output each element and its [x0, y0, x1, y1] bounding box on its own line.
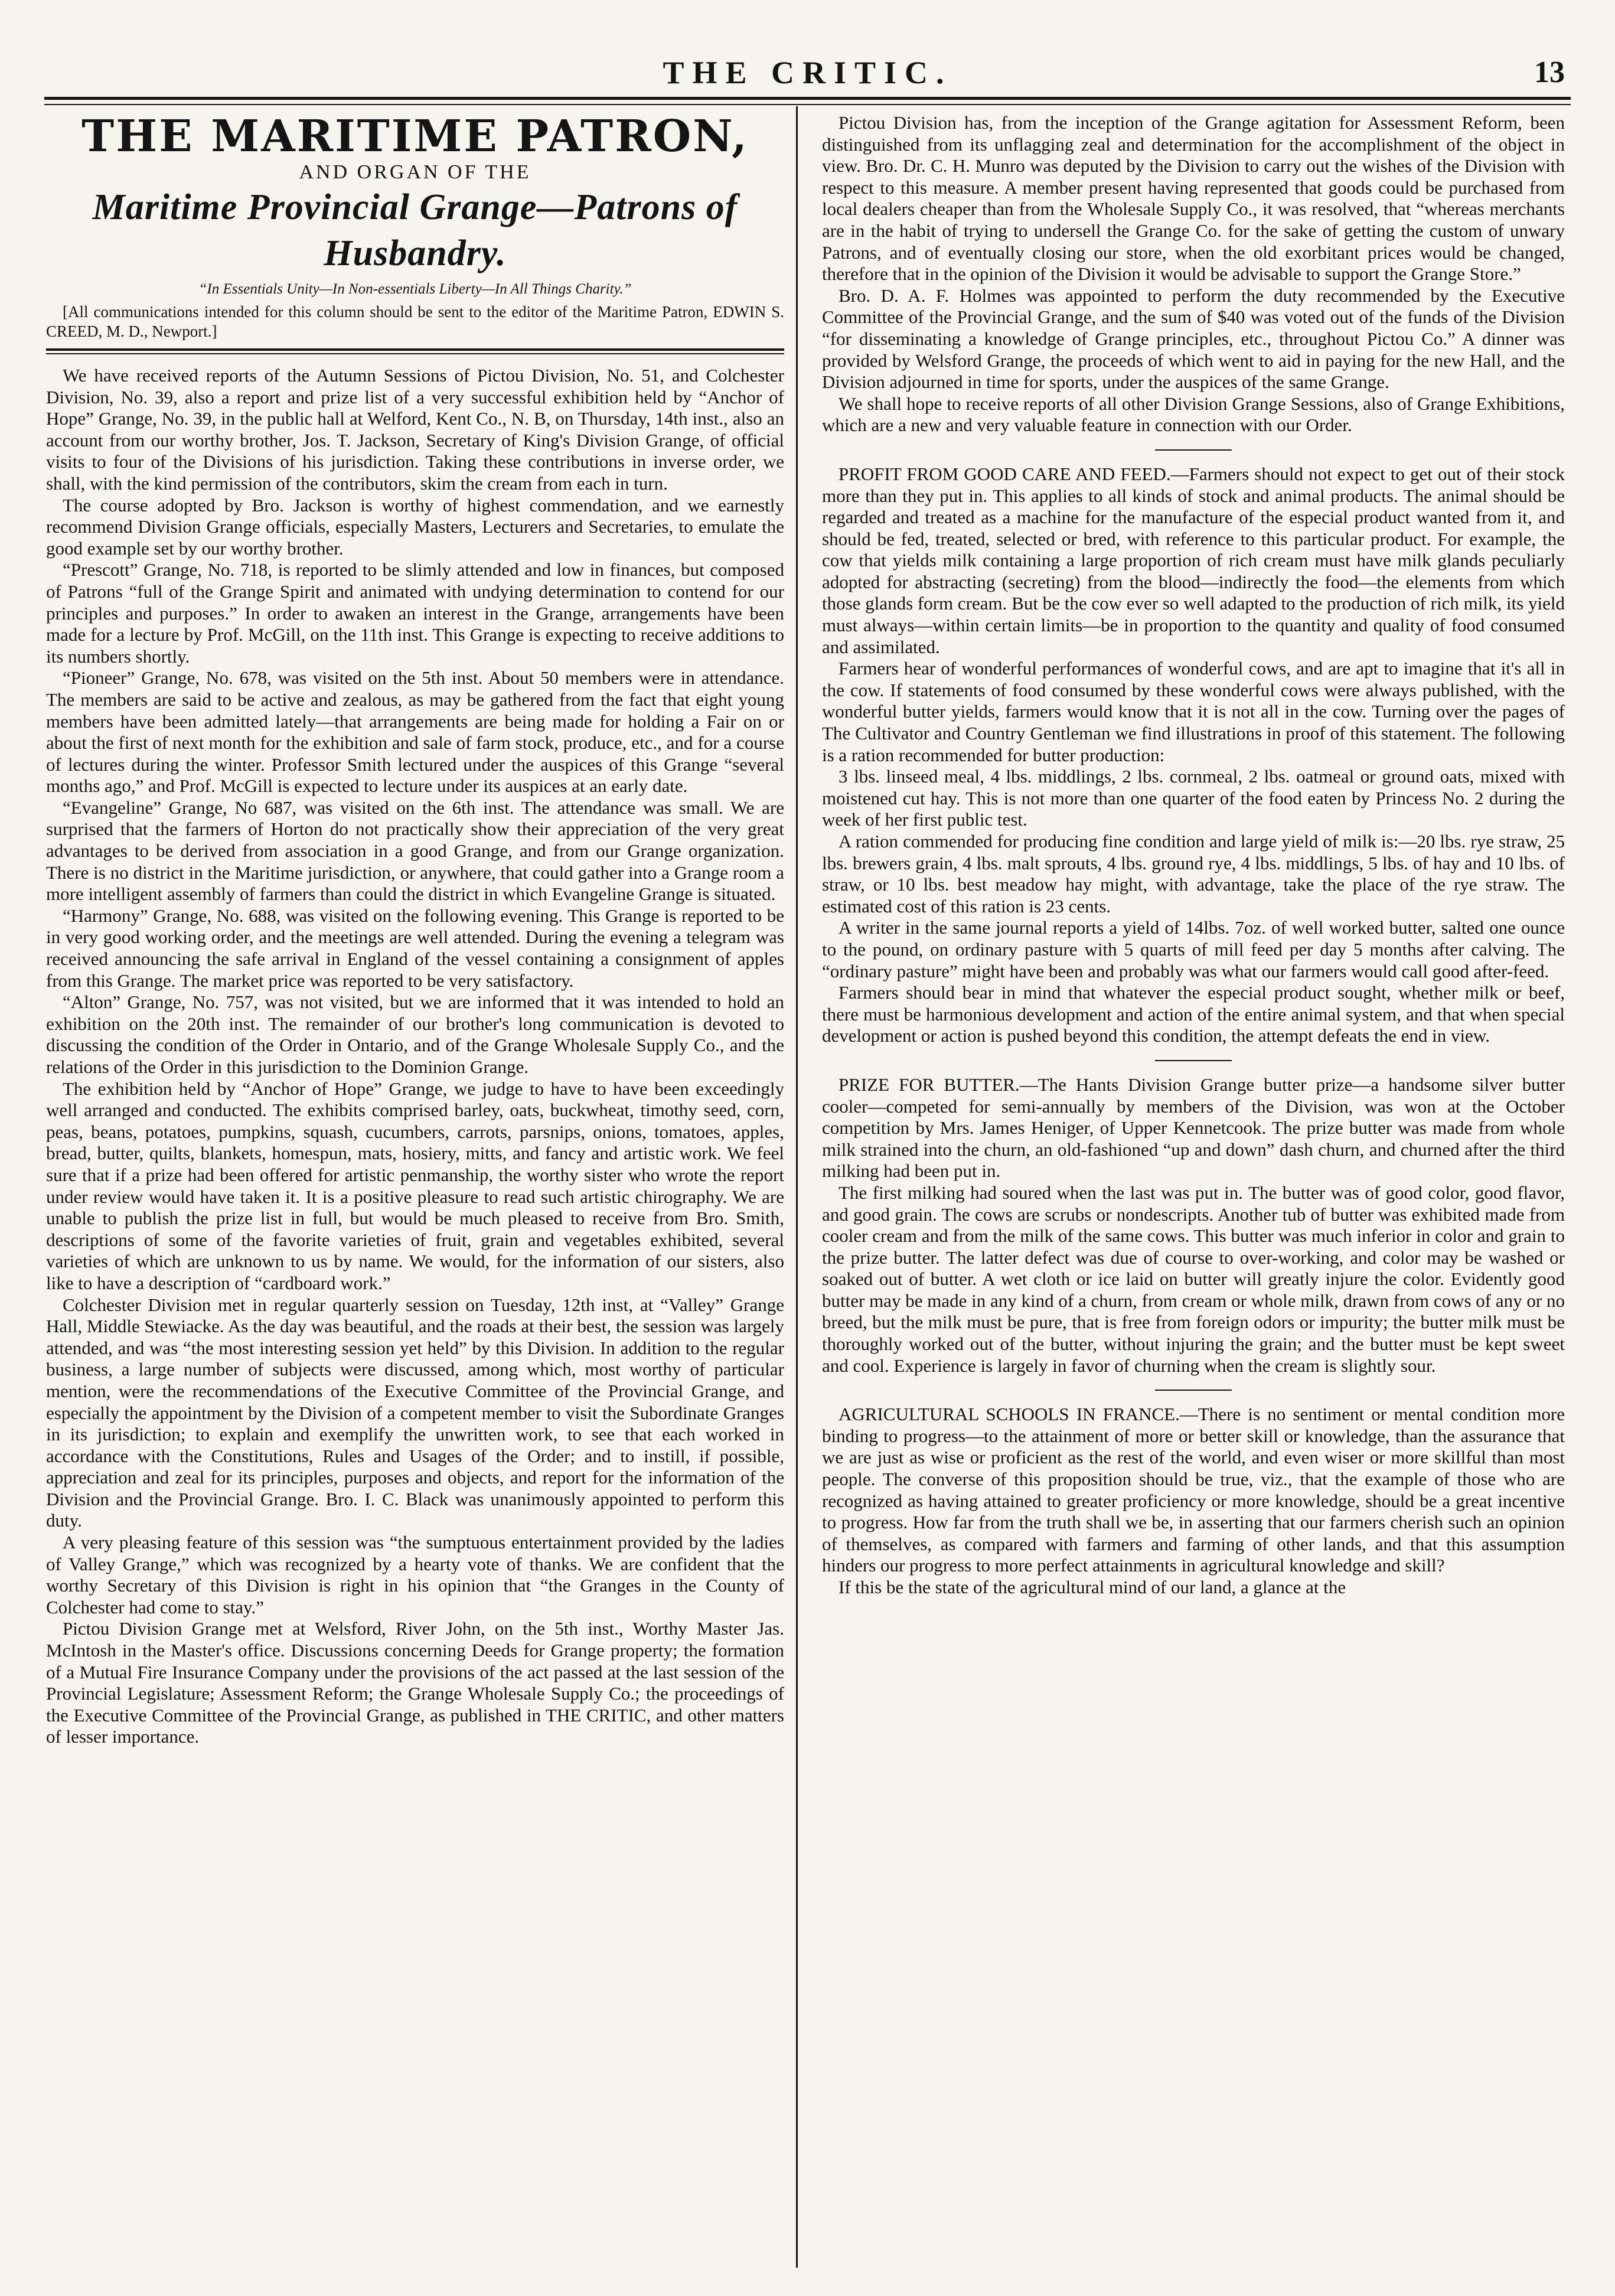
- article-heading: PROFIT FROM GOOD CARE AND FEED.: [839, 463, 1171, 484]
- paragraph: We shall hope to receive reports of all other Division Grange Sessions, also of Grange Exhibitions, which are a new and very valuable feature in connection with our Order.: [822, 393, 1565, 436]
- paragraph-text: —There is no sentiment or mental condition more binding to progress—to the attainment of more or better skill or knowledge, than the assurance that we are just as wise or proficient as the rest of the world, and even wiser or more skillful than most people. The converse of this proposition should be true, viz., that the example of those who are recognized as having attained to greater proficiency or more knowledge, should be a great incentive to progress. How far from the truth shall we be, in asserting that our farmers cherish such an opinion of themselves, as compared with farmers and farming of other lands, and that this assumption hinders our progress to more perfect attainments in agricultural knowledge and skill?: [822, 1404, 1565, 1576]
- paragraph: 3 lbs. linseed meal, 4 lbs. middlings, 2 lbs. cornmeal, 2 lbs. oatmeal or ground oats, mixed with moistened cut hay. This is not more than one quarter of the food eaten by Princess No. 2 during the week of her first public test.: [822, 766, 1565, 830]
- paragraph: “Alton” Grange, No. 757, was not visited, but we are informed that it was intended to hold an exhibition on the 20th inst. The remainder of our brother's long communication is devoted to discussing the condition of the Order in Ontario, and of the Grange Wholesale Supply Co., and the relations of the Order in this jurisdiction to the Dominion Grange.: [46, 992, 784, 1077]
- paragraph: “Pioneer” Grange, No. 678, was visited on the 5th inst. About 50 members were in attendance. The members are said to be active and zealous, as may be gathered from the fact that eight young members have been admitted lately—that arrangements are being made for holding a Fair on or about the first of next month for the exhibition and sale of farm stock, produce, etc., and for a course of lectures during the winter. Professor Smith lectured under the auspices of this Grange “several months ago,” and Prof. McGill is expected to lecture under its auspices at an early date.: [46, 667, 784, 797]
- article-separator: [1155, 1390, 1232, 1391]
- page-number: 13: [1534, 56, 1565, 89]
- paragraph: The exhibition held by “Anchor of Hope” Grange, we judge to have to have been exceedingly well arranged and conducted. The exhibits comprised barley, oats, buckwheat, timothy seed, corn, peas, beans, potatoes, pumpkins, squash, cucumbers, carrots, parsnips, onions, tomatoes, apples, bread, butter, quilts, blankets, homespun, mats, hosiery, mitts, and fancy and artistic work. We feel sure that if a prize had been offered for artistic penmanship, the worthy sister who wrote the report under review would have taken it. It is a positive pleasure to read such artistic chirography. We are unable to publish the prize list in full, but would be much pleased to receive from Bro. Smith, descriptions of some of the favorite varieties of fruit, grain and vegetables exhibited, several varieties of which are unknown to us by name. We would, for the information of our sisters, also like to have a description of “cardboard work.”: [46, 1078, 784, 1293]
- paragraph: Pictou Division has, from the inception of the Grange agitation for Assessment Reform, been distinguished from its unflagging zeal and determination for the accomplishment of the object in view. Bro. Dr. C. H. Munro was deputed by the Division to carry out the wishes of the Division with respect to this measure. A member present having represented that goods could be purchased from local dealers cheaper than from the Wholesale Supply Co., it was resolved, that “whereas merchants are in the habit of trying to undersell the Grange Co. for the sake of getting the custom of unwary Patrons, and of eventually closing our store, when the old exorbitant prices would be changed, therefore that in the opinion of the Division it would be advisable to support the Grange Store.”: [822, 112, 1565, 285]
- right-column: [822, 112, 1565, 1599]
- header-rule-thick: [44, 97, 1571, 100]
- article-prize: [822, 1074, 1565, 1182]
- paragraph: The course adopted by Bro. Jackson is worthy of highest commendation, and we earnestly recommend Division Grange officials, especially Masters, Lecturers and Secretaries, to emulate the good example set by our worthy brother.: [46, 494, 784, 559]
- article-heading: AGRICULTURAL SCHOOLS IN FRANCE.: [839, 1404, 1180, 1425]
- patron-title: THE MARITIME PATRON,: [81, 111, 749, 162]
- column-divider: [796, 106, 798, 2268]
- paragraph: Colchester Division met in regular quarterly session on Tuesday, 12th inst, at “Valley” Grange Hall, Middle Stewiacke. As the day was beautiful, and the roads at their best, the session was largely attended, and was “the most interesting session yet held” by this Division. In addition to the regular business, a large number of subjects were discussed, among which, most worthy of particular mention, were the recommendations of the Executive Committee of the Provincial Grange, and especially the appointment by the Division of a competent member to visit the Subordinate Granges in its jurisdiction; to explain and exemplify the unwritten work, to see that each worked in accordance with the Constitutions, Rules and Usages of the Order; and to instill, if possible, appreciation and zeal for its principles, purposes and objects, and report for the information of the Division and the Provincial Grange. Bro. I. C. Black was unanimously appointed to perform this duty.: [46, 1294, 784, 1531]
- article-schools: [822, 1404, 1565, 1577]
- article-separator: [1155, 1060, 1232, 1061]
- editor-note: [All communications intended for this column should be sent to the editor of the Maritime Patron, EDWIN S. CREED, M. D., Newport.]: [46, 303, 784, 340]
- article-heading: PRIZE FOR BUTTER.: [839, 1074, 1020, 1095]
- paragraph: Pictou Division Grange met at Welsford, River John, on the 5th inst., Worthy Master Jas. McIntosh in the Master's office. Discussions concerning Deeds for Grange property; the formation of a Mutual Fire Insurance Company under the provisions of the act passed at the last session of the Provincial Legislature; Assessment Reform; the Grange Wholesale Supply Co.; the proceedings of the Executive Committee of the Provincial Grange, as published in THE CRITIC, and other matters of lesser importance.: [46, 1618, 784, 1747]
- paragraph: “Harmony” Grange, No. 688, was visited on the following evening. This Grange is reported to be in very good working order, and the meetings are well attended. During the evening a telegram was received announcing the safe arrival in England of the vessel containing a consignment of apples from this Grange. The market price was reported to be very satisfactory.: [46, 905, 784, 991]
- header-rule-thin: [44, 104, 1571, 105]
- paragraph: “Evangeline” Grange, No 687, was visited on the 6th inst. The attendance was small. We are surprised that the farmers of Horton do not practically show their appreciation of the very great advantages to be derived from association in a good Grange, and from our Grange organization. There is no district in the Maritime jurisdiction, or anywhere, that could gather into a Grange room a more intelligent assembly of farmers than could the district in which Evangeline Grange is situated.: [46, 797, 784, 905]
- patron-organ-line: AND ORGAN OF THE: [299, 161, 531, 183]
- paragraph: If this be the state of the agricultural mind of our land, a glance at the: [839, 1577, 1346, 1597]
- article-separator: [1155, 449, 1232, 451]
- masthead: THE CRITIC.: [663, 55, 952, 90]
- paragraph-text: —Farmers should not expect to get out of their stock more than they put in. This applies to all kinds of stock and animal products. The animal should be regarded and treated as a machine for the manufacture of the especial product wanted from it, and should be fed, treated, selected or bred, with reference to this particular product. For example, the cow that yields milk containing a large proportion of rich cream must have milk glands peculiarly adopted for abstracting (secreting) from the blood—indirectly the food—the elements from which those glands form cream. But be the cow ever so well adapted to the production of rich milk, its yield must always—within certain limits—be in proportion to the quantity and quality of food consumed and assimilated.: [822, 463, 1565, 657]
- paragraph: Farmers should bear in mind that whatever the especial product sought, whether milk or beef, there must be harmonious development and action of the entire animal system, and that when special development or action is pushed beyond this condition, the attempt defeats the end in view.: [822, 982, 1565, 1046]
- page-header: [44, 52, 1571, 93]
- article-profit: [822, 464, 1565, 658]
- paragraph: The first milking had soured when the last was put in. The butter was of good color, good flavor, and good grain. The cows are scrubs or nondescripts. Another tub of butter was exhibited made from cooler cream and from the milk of the same cows. This butter was much inferior in color and grain to the prize butter. The latter defect was due of course to over-working, and color may be washed or soaked out of butter. A wet cloth or ice laid on butter will greatly injure the color. Evidently good butter may be made in any kind of a churn, from cream or whole milk, drawn from cows of any or no breed, but the milk must be pure, that is free from foreign odors or impurity; the butter milk must be thoroughly worked out of the butter, without injuring the grain; and the butter must be kept sweet and cool. Experience is largely in favor of churning when the cream is slightly sour.: [822, 1182, 1565, 1376]
- left-column: [46, 112, 784, 1748]
- section-rule: [46, 348, 784, 354]
- paragraph: Farmers hear of wonderful performances of wonderful cows, and are apt to imagine that it's all in the cow. If statements of food consumed by these wonderful cows were always published, with the wonderful butter yields, farmers would know that it is not all in the cow. Turning over the pages of The Cultivator and Country Gentleman we find illustrations in proof of this statement. The following is a ration recommended for butter production:: [822, 658, 1565, 765]
- patron-subtitle: Maritime Provincial Grange—Patrons of Husbandry.: [92, 187, 738, 273]
- paragraph: A writer in the same journal reports a yield of 14lbs. 7oz. of well worked butter, salted one ounce to the pound, on ordinary pasture with 5 quarts of mill feed per day 5 months after calving. The “ordinary pasture” might have been and probably was what our farmers would call good after-feed.: [822, 917, 1565, 981]
- motto: “In Essentials Unity—In Non-essentials Liberty—In All Things Charity.”: [198, 281, 632, 297]
- paragraph: Bro. D. A. F. Holmes was appointed to perform the duty recommended by the Executive Committee of the Provincial Grange, and the sum of $40 was voted out of the funds of the Division “for disseminating a knowledge of Grange principles, etc., throughout Pictou Co.” A dinner was provided by Welsford Grange, the proceeds of which went to aid in paying for the new Hall, and the Division adjourned in time for sports, under the auspices of the same Grange.: [822, 285, 1565, 393]
- paragraph: We have received reports of the Autumn Sessions of Pictou Division, No. 51, and Colchester Division, No. 39, also a report and prize list of a very successful exhibition held by “Anchor of Hope” Grange, No. 39, in the public hall at Welford, Kent Co., N. B, on Thursday, 14th inst., also an account from our worthy brother, Jos. T. Jackson, Secretary of King's Division Grange, of official visits to four of the Divisions of his jurisdiction. Taking these contributions in inverse order, we shall, with the kind permission of the contributors, skim the cream from each in turn.: [46, 365, 784, 494]
- paragraph-text: —The Hants Division Grange butter prize—a handsome silver butter cooler—competed for semi-annually by members of the Division, was won at the October competition by Mrs. James Heniger, of Upper Kennetcook. The prize butter was made from whole milk strained into the churn, an old-fashioned “up and down” dash churn, and churned after the third milking had been put in.: [822, 1074, 1565, 1182]
- paragraph: A ration commended for producing fine condition and large yield of milk is:—20 lbs. rye straw, 25 lbs. brewers grain, 4 lbs. malt sprouts, 4 lbs. ground rye, 4 lbs. middlings, 5 lbs. of hay and 10 lbs. of straw, or 10 lbs. best meadow hay might, with advantage, take the place of the rye straw. The estimated cost of this ration is 23 cents.: [822, 831, 1565, 917]
- paragraph: “Prescott” Grange, No. 718, is reported to be slimly attended and low in finances, but composed of Patrons “full of the Grange Spirit and animated with undying determination to contend for our principles and purposes.” In order to awaken an interest in the Grange, arrangements have been made for a lecture by Prof. McGill, on the 11th inst. This Grange is expecting to receive additions to its numbers shortly.: [46, 559, 784, 667]
- paragraph: A very pleasing feature of this session was “the sumptuous entertainment provided by the ladies of Valley Grange,” which was recognized by a hearty vote of thanks. We are confident that the worthy Secretary of this Division is right in his opinion that “the Granges in the County of Colchester had come to stay.”: [46, 1532, 784, 1617]
